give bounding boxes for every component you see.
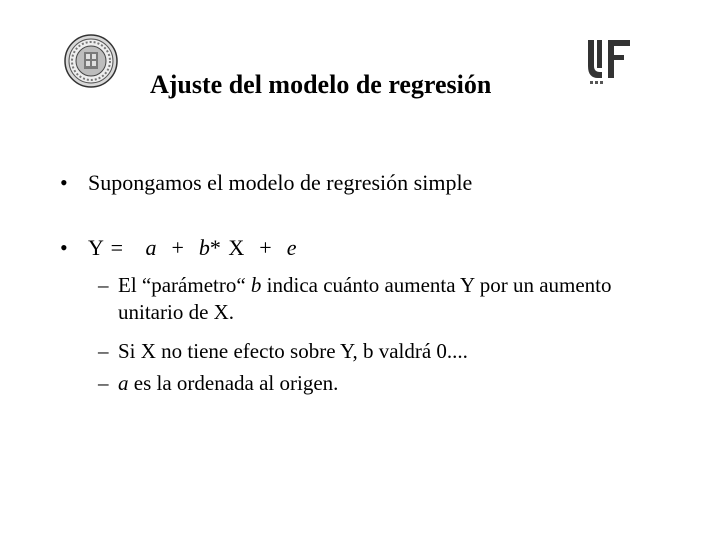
sub-marker: – — [98, 339, 109, 363]
institution-logo-icon — [584, 36, 636, 88]
equation-slope: b — [198, 235, 210, 260]
regression-equation — [88, 234, 296, 262]
sub-marker: – — [98, 371, 109, 395]
sub-item-text-post: indica cuánto aumenta Y por un aumento unitario de X. — [118, 273, 612, 324]
sub-item-text — [118, 370, 618, 397]
sub-item-text: Si X no tiene efecto sobre Y, b valdrá 0.... — [118, 339, 468, 363]
sub-item-text-post: es la ordenada al origen. — [128, 371, 339, 395]
equation-times-x: * X — [209, 235, 245, 260]
equation-error: e — [286, 235, 297, 260]
sub-marker: – — [98, 273, 109, 297]
bullet-marker: • — [60, 170, 68, 195]
equation-lhs: Y = — [88, 235, 123, 260]
equation-plus: + — [171, 235, 184, 260]
bullet-marker: • — [60, 235, 68, 260]
equation-plus: + — [259, 235, 272, 260]
sub-item-variable: b — [250, 273, 262, 297]
sub-item-text-pre: El “parámetro“ — [118, 273, 251, 297]
slide-title: Ajuste del modelo de regresión — [150, 70, 492, 99]
sub-item-variable: a — [118, 371, 129, 395]
university-seal-icon — [64, 34, 118, 88]
equation-intercept: a — [145, 235, 157, 260]
sub-item-text — [118, 272, 618, 326]
bullet-text: Supongamos el modelo de regresión simple — [88, 170, 473, 195]
